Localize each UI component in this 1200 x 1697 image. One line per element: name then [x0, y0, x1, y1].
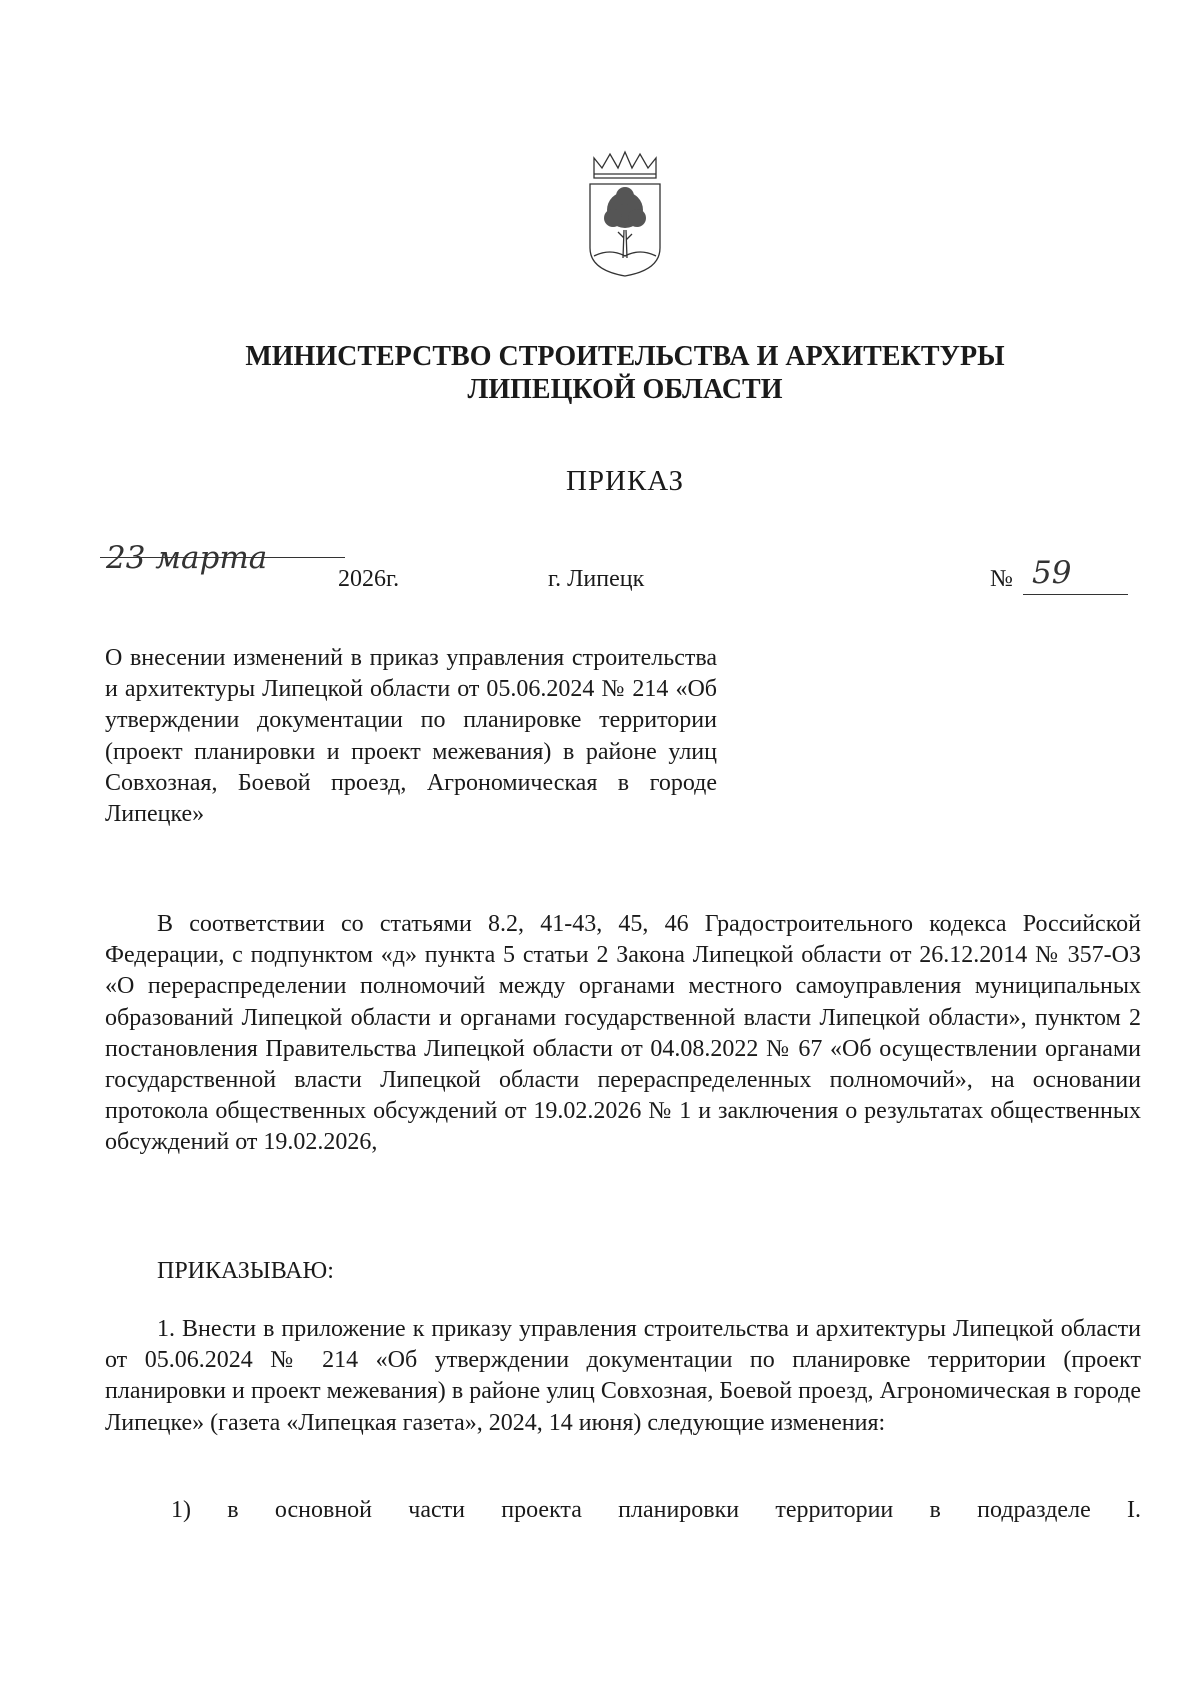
coat-of-arms-emblem [580, 148, 670, 278]
legal-basis-paragraph [105, 909, 1141, 1159]
ministry-name-line2: ЛИПЕЦКОЙ ОБЛАСТИ [467, 374, 783, 405]
ministry-name-line1: МИНИСТЕРСТВО СТРОИТЕЛЬСТВА И АРХИТЕКТУРЫ [245, 341, 1005, 372]
number-sign: № [990, 566, 1013, 592]
city-name: г. Липецк [548, 566, 645, 592]
legal-basis-text: В соответствии со статьями 8.2, 41-43, 45, 46 Градостроительного кодекса Российской Федерации, с подпунктом «д» пункта 5 статьи 2 Закона Липецкой области от 26.12.2014 № 357-ОЗ «О перераспределении полномочий между органами местного самоуправления муниципальных образований Липецкой области и органами государственной власти Липецкой области», пунктом 2 постановления Правительства Липецкой области от 04.08.2022 № 67 «Об осуществлении органами государственной власти Липецкой области перераспределенных полномочий», на основании протокола общественных обсуждений от 19.02.2026 № 1 и заключения о результатах общественных обсуждений от 19.02.2026, [105, 911, 1141, 1156]
date-year: 2026г. [338, 566, 400, 592]
order-item-1-subitem-1: 1) в основной части проекта планировки территории в подразделе I. [171, 1497, 1141, 1523]
order-subject: О внесении изменений в приказ управления строительства и архитектуры Липецкой области от 05.06.2024 № 214 «Об утверждении документации по планировке территории (проект планировки и проект межевания) в районе улиц Совхозная, Боевой проезд, Агрономическая в городе Липецке» [105, 645, 717, 828]
order-item-1 [105, 1314, 1141, 1439]
number-underline [1023, 594, 1128, 595]
order-item-1-text: 1. Внести в приложение к приказу управления строительства и архитектуры Липецкой области от 05.06.2024 № 214 «Об утверждении документации по планировке территории (проект планировки и проект межевания) в районе улиц Совхозная, Боевой проезд, Агрономическая в городе Липецке» (газета «Липецкая газета», 2024, 14 июня) следующие изменения: [105, 1316, 1141, 1436]
handwritten-number: 59 [1032, 555, 1072, 591]
handwritten-date: 23 марта [106, 540, 268, 576]
document-type-title: ПРИКАЗ [565, 465, 685, 497]
order-directive-word: ПРИКАЗЫВАЮ: [157, 1258, 334, 1284]
ministry-name [0, 340, 1200, 406]
